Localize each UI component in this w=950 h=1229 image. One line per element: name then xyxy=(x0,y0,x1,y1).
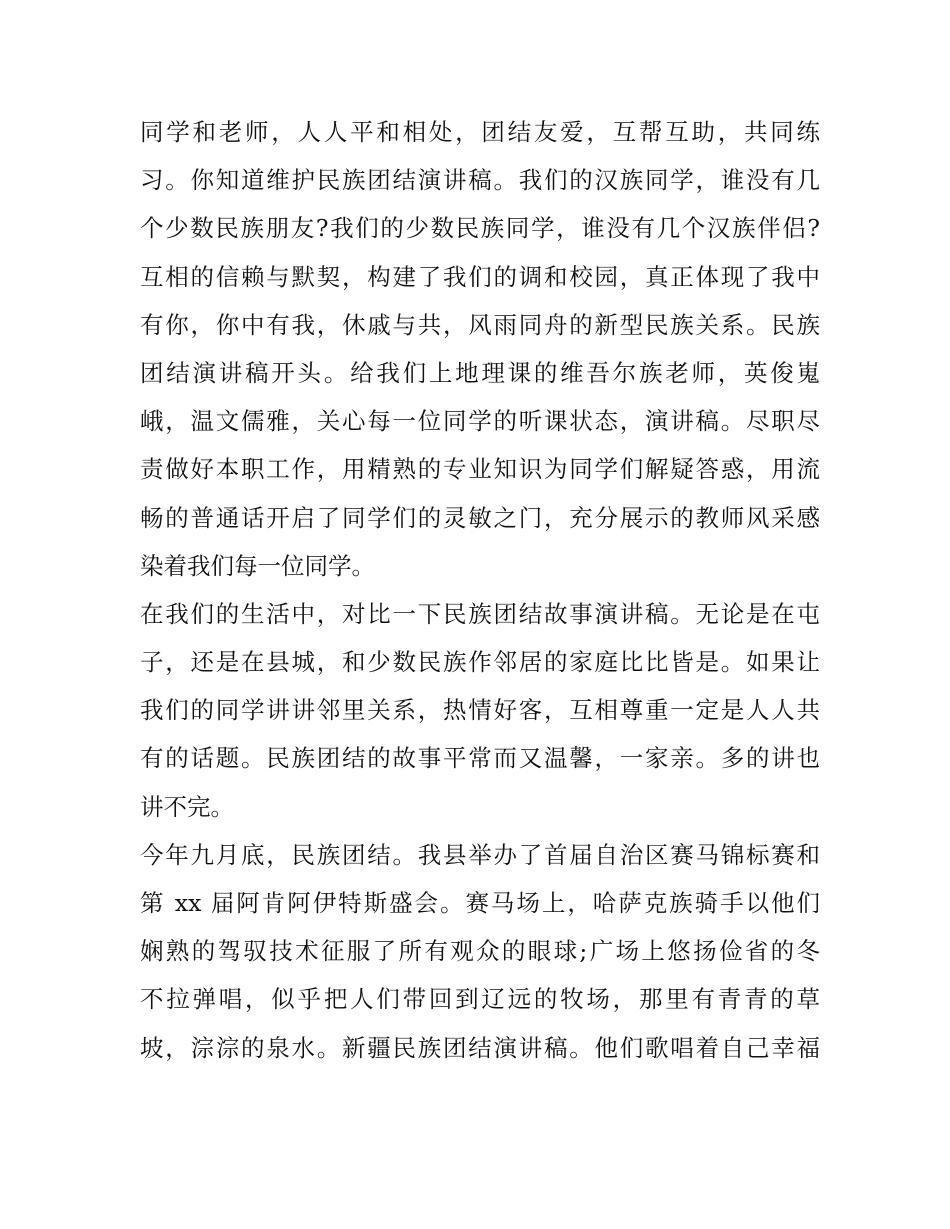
text-line: 染着我们每一位同学。 xyxy=(140,551,375,580)
paragraph-3 xyxy=(140,831,820,1072)
text-line: 团结演讲稿开头。给我们上地理课的维吾尔族老师，英俊嵬 xyxy=(140,358,820,387)
paragraph-1 xyxy=(140,108,820,590)
text-line: 个少数民族朋友?我们的少数民族同学，谁没有几个汉族伴侣? xyxy=(140,214,820,243)
text-line: 娴熟的驾驭技术征服了所有观众的眼球;广场上悠扬俭省的冬 xyxy=(140,937,820,966)
text-line: 讲不完。 xyxy=(140,792,234,821)
text-line: 畅的普通话开启了同学们的灵敏之门，充分展示的教师风采感 xyxy=(140,503,820,532)
text-line: 责做好本职工作，用精熟的专业知识为同学们解疑答惑，用流 xyxy=(140,455,820,484)
text-line: 有的话题。民族团结的故事平常而又温馨，一家亲。多的讲也 xyxy=(140,744,820,773)
text-line: 我们的同学讲讲邻里关系，热情好客，互相尊重一定是人人共 xyxy=(140,696,820,725)
text-line: 习。你知道维护民族团结演讲稿。我们的汉族同学，谁没有几 xyxy=(140,166,820,195)
paragraph-2 xyxy=(140,590,820,831)
text-line: 互相的信赖与默契，构建了我们的调和校园，真正体现了我中 xyxy=(140,262,820,291)
text-line: 同学和老师，人人平和相处，团结友爱，互帮互助，共同练 xyxy=(140,118,820,146)
text-line: 今年九月底，民族团结。我县举办了首届自治区赛马锦标赛和 xyxy=(140,840,820,869)
text-line: 子，还是在县城，和少数民族作邻居的家庭比比皆是。如果让 xyxy=(140,648,820,677)
text-line: 在我们的生活中，对比一下民族团结故事演讲稿。无论是在屯 xyxy=(140,599,820,628)
document-body xyxy=(140,108,820,1072)
text-line: 峨，温文儒雅，关心每一位同学的听课状态，演讲稿。尽职尽 xyxy=(140,407,820,436)
text-line: 不拉弹唱，似乎把人们带回到辽远的牧场，那里有青青的草 xyxy=(140,985,820,1014)
text-line: 有你，你中有我，休戚与共，风雨同舟的新型民族关系。民族 xyxy=(140,310,820,339)
text-line: 第 xx 届阿肯阿伊特斯盛会。赛马场上，哈萨克族骑手以他们 xyxy=(140,889,820,917)
text-line: 坡，淙淙的泉水。新疆民族团结演讲稿。他们歌唱着自己幸福 xyxy=(140,1033,820,1062)
